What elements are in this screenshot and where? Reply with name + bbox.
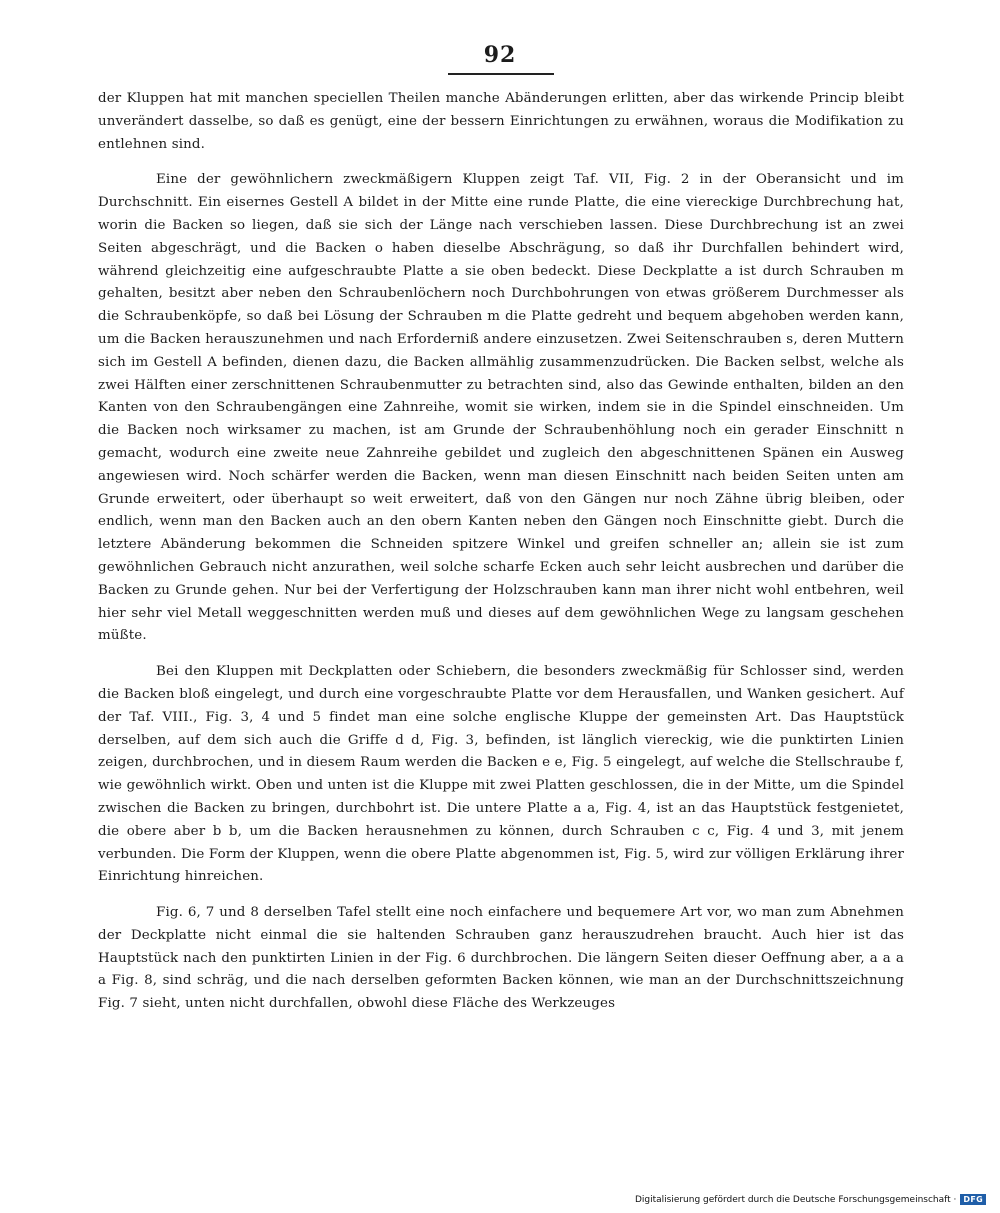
paragraph-4: Fig. 6, 7 und 8 derselben Tafel stellt eine noch einfachere und bequemere Art vor, wo man zum Abnehmen der Deckplatte nicht einmal die sie haltenden Schrauben ganz herauszudrehen braucht. Auch hier ist das Hauptstück nach den punktirten Linien in der Fig. 6 durchbrochen. Die längern Seiten dieser Oeffnung aber, a a a a Fig. 8, sind schräg, und die nach derselben geformten Backen können, wie man an der Durchschnittszeichnung Fig. 7 sieht, unten nicht durchfallen, obwohl diese Fläche des Werkzeuges xyxy=(98,905,904,1012)
footer-credit-text: Digitalisierung gefördert durch die Deutsche Forschungsgemeinschaft · xyxy=(634,1194,957,1205)
paragraph-3: Bei den Kluppen mit Deckplatten oder Schiebern, die besonders zweckmäßig für Schlosser sind, werden die Backen bloß eingelegt, und durch eine vorgeschraubte Platte vor dem Herausfallen, und Wanken gesichert. Auf der Taf. VIII., Fig. 3, 4 und 5 findet man eine solche englische Kluppe der gemeinsten Art. Das Hauptstück derselben, auf dem sich auch die Griffe d d, Fig. 3, befinden, ist länglich viereckig, wie die punktirten Linien zeigen, durchbrochen, und in diesem Raum werden die Backen e e, Fig. 5 eingelegt, auf welche die Stellschraube f, wie gewöhnlich wirkt. Oben und unten ist die Kluppe mit zwei Platten geschlossen, die in der Mitte, um die Spindel zwischen die Backen zu bringen, durchbohrt ist. Die untere Platte a a, Fig. 4, ist an das Hauptstück festgenietet, die obere aber b b, um die Backen herausnehmen zu können, durch Schrauben c c, Fig. 4 und 3, mit jenem verbunden. Die Form der Kluppen, wenn die obere Platte abgenommen ist, Fig. 5, wird zur völligen Erklärung ihrer Einrichtung hinreichen. xyxy=(98,664,904,885)
dfg-logo-icon: DFG xyxy=(960,1194,986,1205)
paragraph-2: Eine der gewöhnlichern zweckmäßigern Kluppen zeigt Taf. VII, Fig. 2 in der Oberansicht und im Durchschnitt. Ein eisernes Gestell A bildet in der Mitte eine runde Platte, die eine viereckige Durchbrechung hat, worin die Backen so liegen, daß sie sich der Länge nach verschieben lassen. Diese Durchbrechung ist an zwei Seiten abgeschrägt, und die Backen o haben dieselbe Abschrägung, so daß ihr Durchfallen behindert wird, während gleichzeitig eine aufgeschraubte Platte a sie oben bedeckt. Diese Deckplatte a ist durch Schrauben m gehalten, besitzt aber neben den Schraubenlöchern noch Durchbohrungen von etwas größerem Durchmesser als die Schraubenköpfe, so daß bei Lösung der Schrauben m die Platte gedreht und bequem abgehoben werden kann, um die Backen herauszunehmen und nach Erforderniß andere einzusetzen. Zwei Seitenschrauben s, deren Muttern sich im Gestell A befinden, dienen dazu, die Backen allmählig zusammenzudrücken. Die Backen selbst, welche als zwei Hälften einer zerschnittenen Schraubenmutter zu betrachten sind, also das Gewinde enthalten, bilden an den Kanten von den Schraubengängen eine Zahnreihe, womit sie wirken, indem sie in die Spindel einschneiden. Um die Backen noch wirksamer zu machen, ist am Grunde der Schraubenhöhlung noch ein gerader Einschnitt n gemacht, wodurch eine zweite neue Zahnreihe gebildet und zugleich den abgeschnittenen Spänen ein Ausweg angewiesen wird. Noch schärfer werden die Backen, wenn man diesen Einschnitt nach beiden Seiten unten am Grunde erweitert, oder überhaupt so weit erweitert, daß von den Gängen nur noch Zähne übrig bleiben, oder endlich, wenn man den Backen auch an den obern Kanten neben den Gängen noch Einschnitte giebt. Durch die letztere Abänderung bekommen die Schneiden spitzere Winkel und greifen schneller an; allein sie ist zum gewöhnlichen Gebrauch nicht anzurathen, weil solche scharfe Ecken auch sehr leicht ausbrechen und darüber die Backen zu Grunde gehen. Nur bei der Verfertigung der Holzschrauben kann man ihrer nicht wohl entbehren, weil hier sehr viel Metall weggeschnitten werden muß und dieses auf dem gewöhnlichen Wege zu langsam geschehen müßte. xyxy=(98,172,904,644)
body-text xyxy=(98,88,904,1029)
footer-credit xyxy=(635,1194,986,1205)
page-number-rule xyxy=(448,73,554,75)
paragraph-1: der Kluppen hat mit manchen speciellen Theilen manche Abänderungen erlitten, aber das wirkende Princip bleibt unverändert dasselbe, so daß es genügt, eine der bessern Einrichtungen zu erwähnen, woraus die Modifikation zu entlehnen sind. xyxy=(98,91,904,152)
page-number: 92 xyxy=(483,42,517,68)
